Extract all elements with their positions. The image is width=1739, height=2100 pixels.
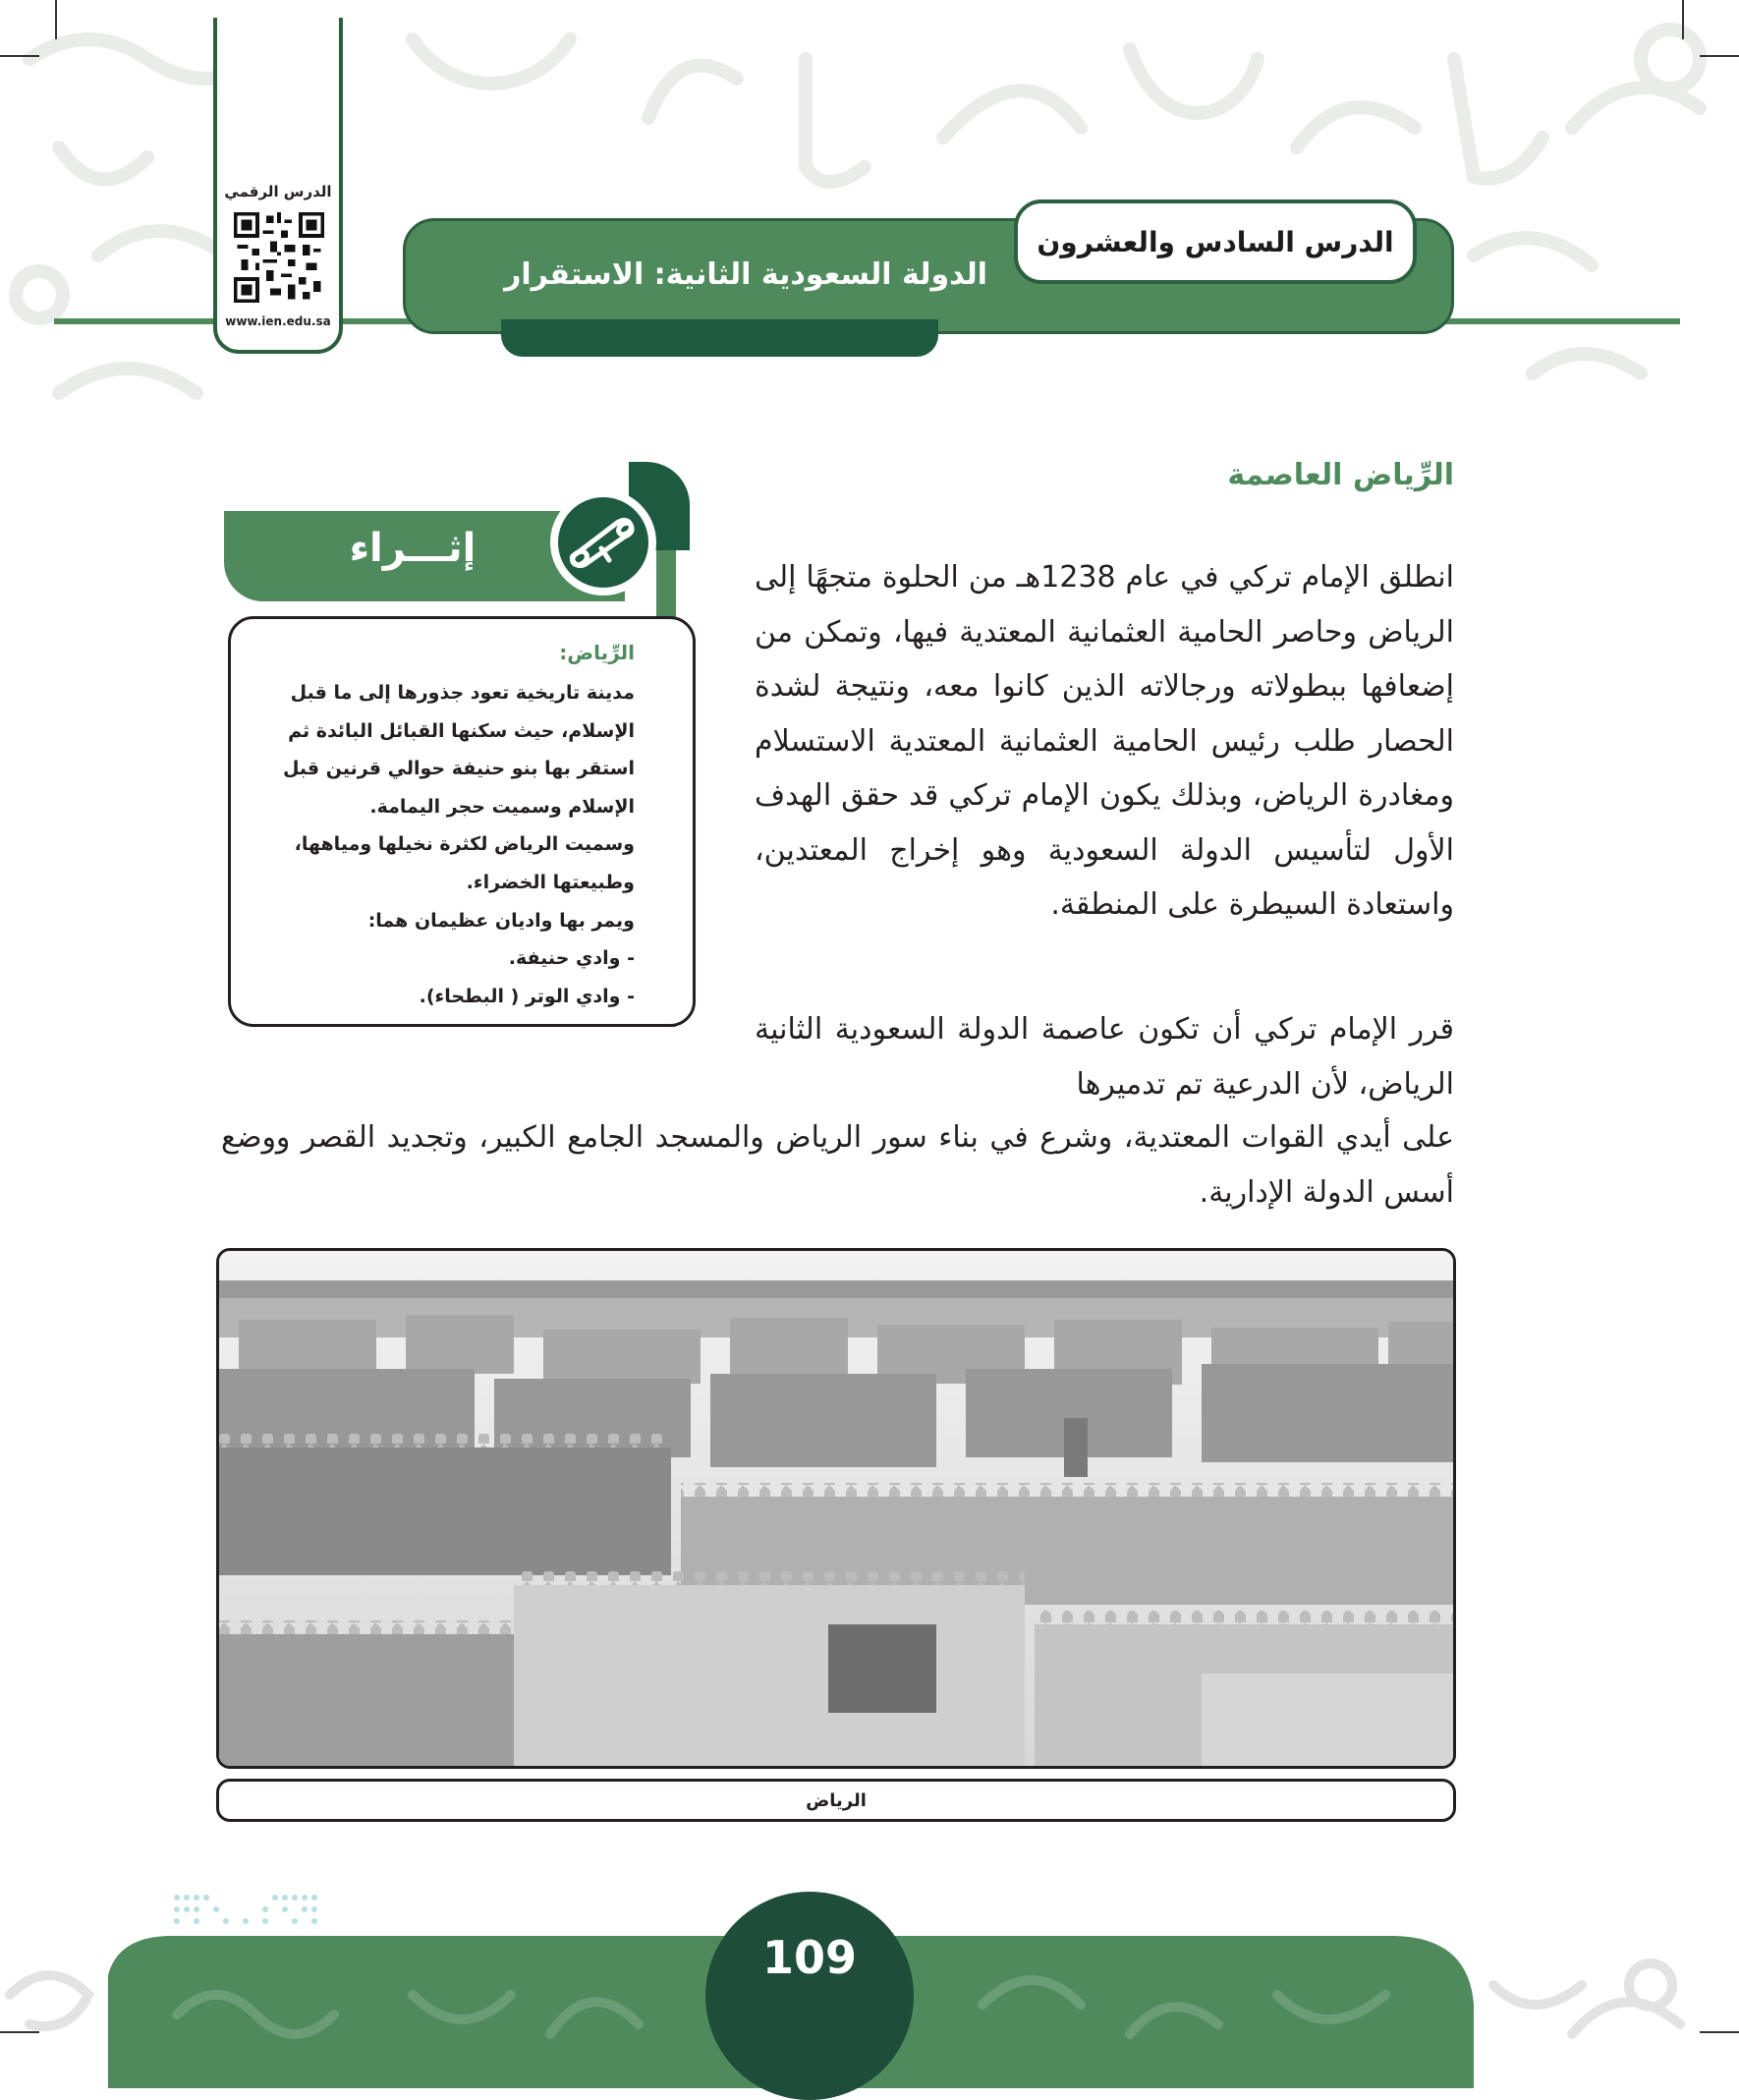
page-number-badge [705,1892,914,2100]
enrichment-line: الإسلام وسميت حجر اليمامة. [369,795,635,818]
enrichment-line: مدينة تاريخية تعود جذورها إلى ما قبل [290,682,635,704]
enrichment-line: الإسلام، حيث سكنها القبائل البائدة ثم [288,719,635,742]
enrichment-title: إثـــراء [349,526,477,571]
enrichment-line: ويمر بها واديان عظيمان هما: [367,909,635,932]
body-paragraph-2: قرر الإمام تركي أن تكون عاصمة الدولة السعودية الثانية الرياض، لأن الدرعية تم تدميرها [755,1012,1454,1102]
enrichment-heading: الرِّياض: [559,641,635,664]
lesson-title-bar-tab [501,319,938,357]
qr-code[interactable] [234,212,324,303]
riyadh-photo [216,1248,1456,1769]
section-heading: الرِّياض العاصمة [1227,458,1454,492]
enrichment-line: وسميت الرياض لكثرة نخيلها ومياهها، [294,833,635,856]
photo-caption: الرياض [216,1779,1456,1822]
crop-mark [1682,0,1684,39]
body-paragraph-3: على أيدي القوات المعتدية، وشرع في بناء سور الرياض والمسجد الجامع الكبير، وتجديد القصر ووضع أسس الدولة الإدارية. [221,1120,1454,1210]
crop-mark [0,55,39,57]
enrichment-line: - وادي الوتر ( البطحاء). [419,985,635,1007]
body-paragraph-1: انطلق الإمام تركي في عام 1238هـ من الحلوة متجهًا إلى الرياض وحاصر الحامية العثمانية المعتدية فيها، وتمكن من إضعافها ببطولاته ورجالاته الذين كانوا معه، ونتيجة لشدة الحصار طلب رئيس الحامية العثمانية المعتدية الاستسلام ومغادرة الرياض، وبذلك يكون الإمام تركي قد حقق الهدف الأول لتأسيس الدولة السعودية وهو إخراج المعتدين، واستعادة السيطرة على المنطقة. [755,560,1454,922]
page-number: 109 [761,1931,858,1984]
enrichment-line: - وادي حنيفة. [508,947,635,970]
enrichment-text [222,674,635,1015]
enrichment-line: وطبيعتها الخضراء. [466,871,635,893]
enrichment-line: استقر بها بنو حنيفة حوالي قرنين قبل [282,758,635,780]
digital-lesson-url[interactable]: www.ien.edu.sa [225,314,331,328]
scroll-icon [558,497,648,588]
crop-mark [55,0,57,39]
lesson-number-tag: الدرس السادس والعشرون [1014,199,1417,284]
digital-lesson-label: الدرس الرقمي [224,183,332,200]
lesson-title: الدولة السعودية الثانية: الاستقرار [504,257,987,292]
ministry-logo-dots [172,1892,319,1931]
crop-mark [1700,55,1739,57]
